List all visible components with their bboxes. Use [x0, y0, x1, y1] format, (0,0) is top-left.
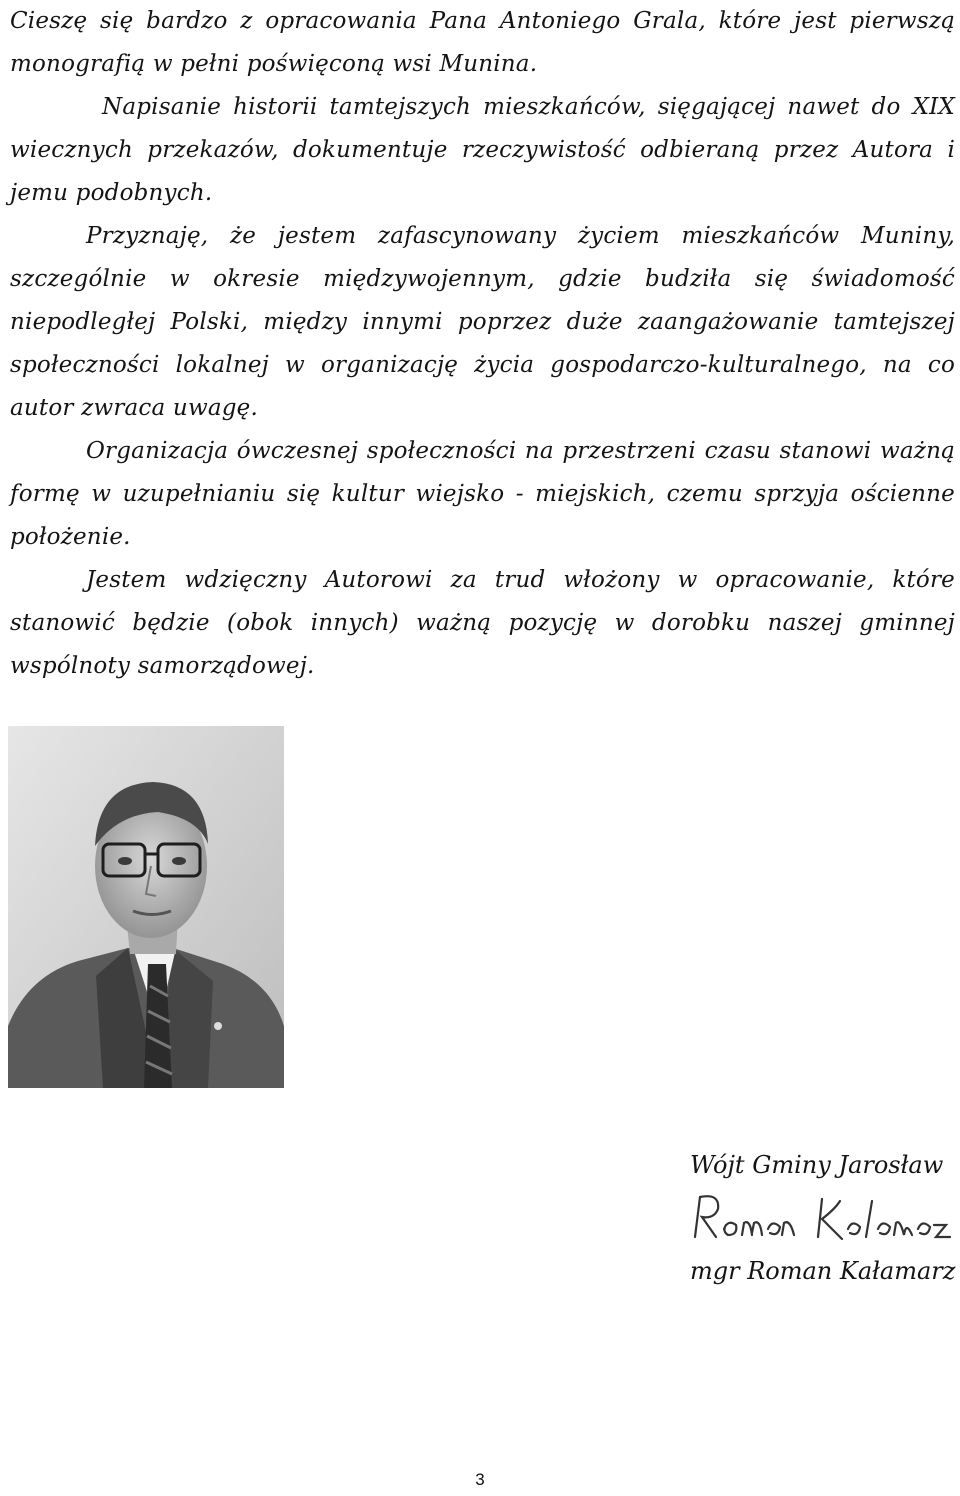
author-portrait-photo [8, 726, 284, 1088]
paragraph-3: Przyznaję, że jestem zafascynowany życiem mieszkańców Muniny, szczególnie w okresie międzywojennym, gdzie budziła się świadomość niepodległej Polski, między innymi poprzez duże zaangażowanie tamtejszej społeczności lokalnej w organizację życia gospodarczo-kulturalnego, na co autor zwraca uwagę. [10, 223, 955, 421]
paragraph-1: Cieszę się bardzo z opracowania Pana Antoniego Grala, które jest pierwszą monografią w pełni poświęconą wsi Munina. [10, 8, 955, 77]
page-number: 3 [475, 1470, 485, 1489]
letter-body [10, 0, 955, 688]
paragraph-5: Jestem wdzięczny Autorowi za trud włożony w opracowanie, które stanowić będzie (obok innych) ważną pozycję w dorobku naszej gminnej wspólnoty samorządowej. [10, 567, 955, 679]
paragraph-4: Organizacja ówczesnej społeczności na przestrzeni czasu stanowi ważną formę w uzupełnianiu się kultur wiejsko - miejskich, czemu sprzyja ościenne położenie. [10, 438, 955, 550]
handwritten-signature [690, 1189, 960, 1253]
signatory-name: mgr Roman Kałamarz [690, 1257, 956, 1285]
signature-illustration [690, 1189, 955, 1253]
signature-block [690, 1145, 960, 1289]
paragraph-2: Napisanie historii tamtejszych mieszkańców, sięgającej nawet do XIX wiecznych przekazów, dokumentuje rzeczywistość odbieraną przez Autora i jemu podobnych. [10, 94, 955, 206]
signatory-title: Wójt Gminy Jarosław [690, 1151, 944, 1179]
portrait-illustration [8, 726, 284, 1088]
